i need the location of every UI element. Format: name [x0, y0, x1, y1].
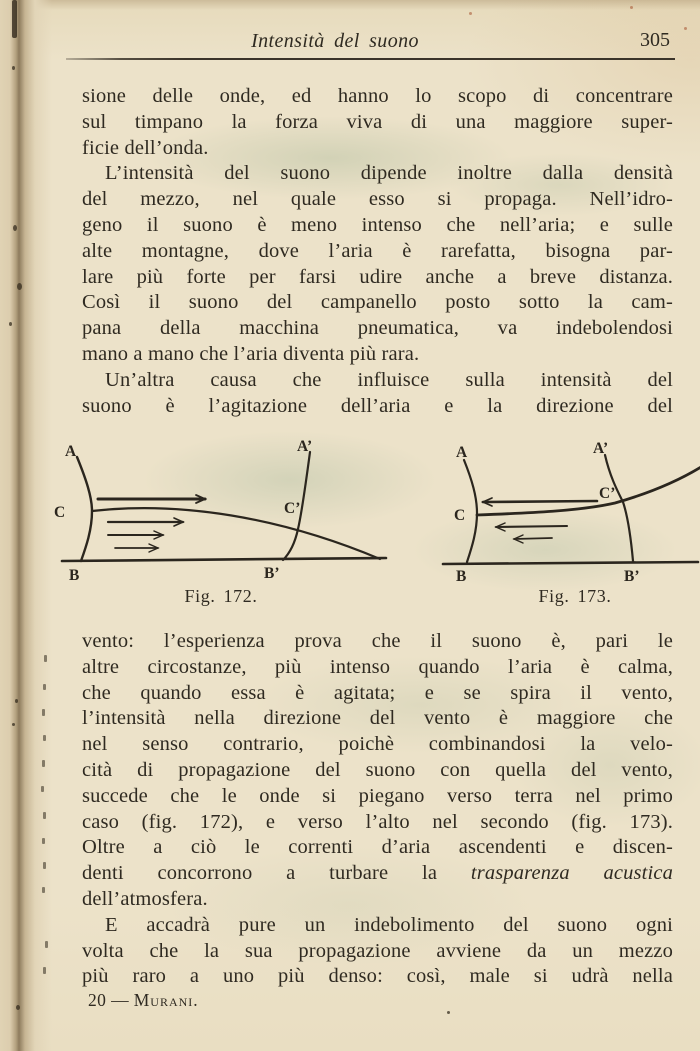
paper-speck: [15, 699, 18, 703]
text-line: Oltre a ciò le correnti d’aria ascendenti e discen-: [82, 836, 673, 859]
gutter-ink-mark: [12, 0, 17, 38]
text-line: sul timpano la forza viva di una maggiore super-: [82, 110, 673, 133]
footer-number: 20 —: [88, 990, 134, 1010]
wind-arrow: [514, 538, 552, 539]
margin-artifact: [42, 838, 45, 844]
figure-173-caption: Fig. 173.: [538, 586, 612, 606]
text-line: suono è l’agitazione dell’aria e la direzione del: [82, 394, 673, 417]
text-line: E accadrà pure un indebolimento del suono ogni: [105, 913, 673, 936]
binding-gutter-shadow: [0, 0, 52, 1051]
margin-artifact: [44, 655, 47, 662]
figure-172-caption: Fig. 172.: [184, 586, 258, 606]
text-line: l’intensità nella direzione del vento è maggiore che: [82, 707, 673, 730]
text-line: pana della macchina pneumatica, va indebolendosi: [82, 317, 673, 340]
text-line: più raro a uno più denso: così, male si udrà nella: [82, 965, 673, 988]
text-line: denti concorrono a turbare la trasparenza acustica: [82, 862, 674, 885]
figure-172-diagram: [50, 437, 395, 587]
paper-speck: [16, 1005, 20, 1010]
paper-speck: [12, 66, 15, 70]
margin-artifact: [43, 735, 46, 741]
label-A-prime: A’: [593, 440, 609, 457]
margin-artifact: [43, 684, 46, 690]
text-block-lower: [82, 629, 673, 990]
wavefront-arc-left: [464, 460, 477, 562]
header-rule: [66, 58, 675, 60]
label-B: B: [69, 567, 80, 584]
wavefront-arc-left: [77, 457, 92, 561]
margin-artifact: [43, 862, 46, 869]
footer-signature: [88, 990, 199, 1011]
text-line: Un’altra causa che influisce sulla intensità del: [105, 368, 673, 391]
text-line: del mezzo, nel quale esso si propaga. Nell’idro-: [82, 188, 673, 211]
text-line: L’intensità del suono dipende inoltre dalla densità: [105, 162, 673, 185]
paper-speck: [447, 1011, 450, 1014]
label-A-prime: A’: [297, 438, 313, 455]
margin-artifact: [41, 786, 44, 792]
paper-speck: [13, 225, 17, 231]
paper-speck: [12, 723, 15, 726]
paper-speck: [630, 6, 633, 9]
text-line: caso (fig. 172), e verso l’alto nel secondo (fig. 173).: [82, 810, 673, 833]
running-head-title: Intensità del suono: [251, 30, 419, 52]
sound-ray-curve: [92, 508, 380, 559]
text-line: alte montagne, dove l’aria è rarefatta, bisogna par-: [82, 239, 673, 262]
wind-arrow: [483, 501, 597, 502]
label-C: C: [454, 507, 466, 524]
text-line: altre circostanze, più intenso quando l’aria è calma,: [82, 655, 673, 678]
sound-ray-curve: [477, 467, 700, 515]
text-line: nel senso contrario, poichè combinandosi la velo-: [82, 733, 673, 756]
label-B-prime: B’: [264, 565, 280, 582]
margin-artifact: [43, 967, 46, 974]
label-A: A: [456, 444, 468, 461]
text-line: cità di propagazione del suono con quella del vento,: [82, 758, 673, 781]
wind-arrow: [496, 526, 567, 527]
text-line: lare più forte per farsi udire anche a breve distanza.: [82, 265, 673, 288]
label-B-prime: B’: [624, 568, 640, 585]
text-line: Così il suono del campanello posto sotto la cam-: [82, 291, 673, 314]
text-line: che quando essa è agitata; e se spira il vento,: [82, 681, 673, 704]
margin-artifact: [43, 812, 46, 819]
paper-speck: [17, 283, 22, 290]
text-line: ficie dell’onda.: [82, 136, 209, 159]
wavefront-arc-right: [605, 455, 633, 561]
label-C: C: [54, 504, 66, 521]
margin-artifact: [42, 887, 45, 893]
footer-author: Murani.: [133, 990, 199, 1010]
ground-line: [62, 558, 386, 561]
label-B: B: [456, 568, 467, 585]
paper-speck: [469, 12, 472, 15]
page-number: 305: [640, 29, 670, 51]
ground-line: [443, 562, 698, 564]
text-line: geno il suono è meno intenso che nell’aria; e sulle: [82, 213, 673, 236]
text-line: dell’atmosfera.: [82, 887, 208, 910]
text-line: mano a mano che l’aria diventa più rara.: [82, 342, 420, 365]
text-line: succede che le onde si piegano verso terra nel primo: [82, 784, 673, 807]
text-line: volta che la sua propagazione avviene da un mezzo: [82, 939, 673, 962]
margin-artifact: [42, 709, 45, 716]
label-C-prime: C’: [599, 485, 616, 502]
margin-artifact: [42, 760, 45, 767]
margin-artifact: [45, 941, 48, 948]
label-C-prime: C’: [284, 500, 301, 517]
figure-173-diagram: [440, 437, 700, 587]
text-line: vento: l’esperienza prova che il suono è, pari le: [82, 630, 673, 652]
text-block-upper: [82, 84, 673, 419]
paper-speck: [9, 322, 12, 326]
page-top-shadow: [0, 0, 700, 10]
text-line: sione delle onde, ed hanno lo scopo di concentrare: [82, 85, 673, 107]
label-A: A: [65, 443, 77, 460]
